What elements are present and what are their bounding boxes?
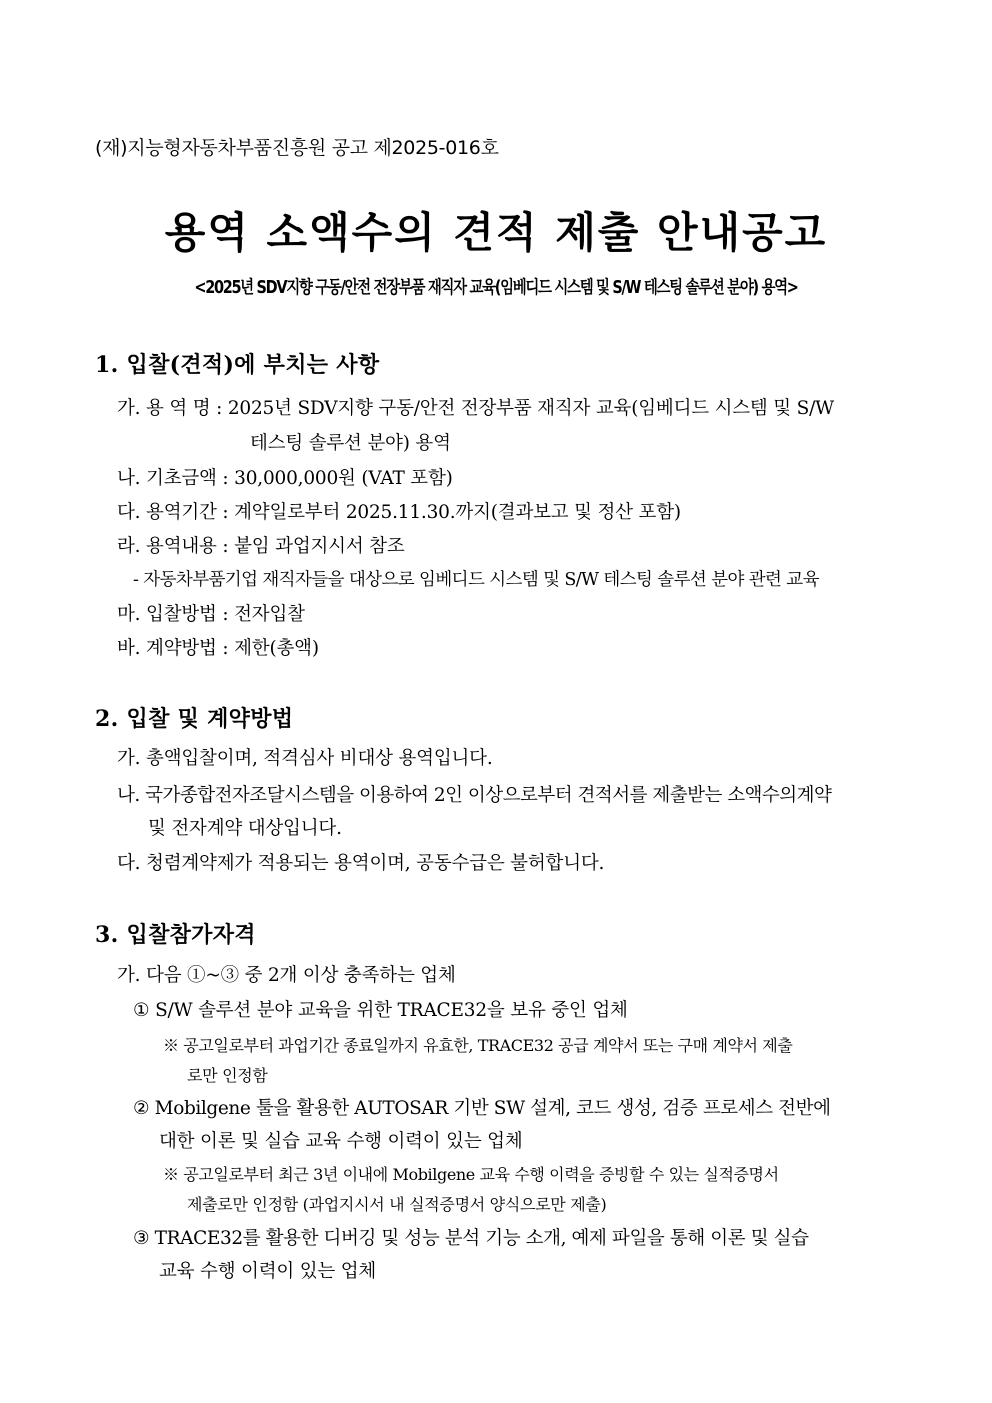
criterion-3: ③ TRACE32를 활용한 디버깅 및 성능 분석 기능 소개, 예제 파일을 통해 이론 및 실습 [133,1228,809,1249]
list-item [117,464,453,490]
list-item [117,532,405,558]
criterion-1-note-cont: 로만 인정함 [187,1066,268,1085]
item-label: 바. 계약방법 : [117,638,235,659]
notice-number: (재)지능형자동차부품진흥원 공고 제2025-016호 [95,137,499,159]
item-value: 붙임 과업지시서 참조 [234,536,405,557]
criterion-2-note-cont: 제출로만 인정함 (과업지시서 내 실적증명서 양식으로만 제출) [187,1195,607,1214]
criterion-2-cont: 대한 이론 및 실습 교육 수행 이력이 있는 업체 [159,1131,523,1152]
list-item [117,600,305,626]
item-label: 나. 기초금액 : [117,468,235,489]
list-item [117,394,834,420]
list-item: 가. 다음 ①~③ 중 2개 이상 충족하는 업체 [117,965,456,986]
page-subtitle: <2025년 SDV지향 구동/안전 전장부품 재직자 교육(임베디드 시스템 및 S/W 테스팅 솔루션 분야) 용역> [194,278,798,298]
page-title: 용역 소액수의 견적 제출 안내공고 [164,208,828,257]
item-label: 마. 입찰방법 : [117,604,235,625]
criterion-2: ② Mobilgene 툴을 활용한 AUTOSAR 기반 SW 설계, 코드 생성, 검증 프로세스 전반에 [133,1098,831,1119]
section-3-heading: 3. 입찰참가자격 [95,922,256,948]
item-value: 계약일로부터 2025.11.30.까지(결과보고 및 정산 포함) [234,502,681,523]
criterion-1-note: ※ 공고일로부터 과업기간 종료일까지 유효한, TRACE32 공급 계약서 또는 구매 계약서 제출 [163,1036,793,1055]
item-value: 제한(총액) [234,638,319,659]
list-item: 다. 청렴계약제가 적용되는 용역이며, 공동수급은 불허합니다. [117,853,605,874]
list-item-sub: - 자동차부품기업 재직자들을 대상으로 임베디드 시스템 및 S/W 테스팅 솔루션 분야 관련 교육 [133,570,819,590]
list-item [117,498,681,524]
section-2-heading: 2. 입찰 및 계약방법 [95,706,294,732]
criterion-1: ① S/W 솔루션 분야 교육을 위한 TRACE32을 보유 중인 업체 [133,1000,628,1021]
item-value: 2025년 SDV지향 구동/안전 전장부품 재직자 교육(임베디드 시스템 및 S/W [227,398,834,419]
item-value: 전자입찰 [234,604,305,625]
criterion-2-note: ※ 공고일로부터 최근 3년 이내에 Mobilgene 교육 수행 이력을 증빙할 수 있는 실적증명서 [163,1165,779,1184]
list-item: 나. 국가종합전자조달시스템을 이용하여 2인 이상으로부터 견적서를 제출받는 소액수의계약 [117,785,832,806]
section-1-heading: 1. 입찰(견적)에 부치는 사항 [95,352,380,378]
item-label: 다. 용역기간 : [117,502,235,523]
list-item: 가. 총액입찰이며, 적격심사 비대상 용역입니다. [117,748,493,769]
item-label: 가. 용 역 명 : [117,398,228,419]
item-label: 라. 용역내용 : [117,536,235,557]
list-item [117,634,319,660]
list-item-continuation: 테스팅 솔루션 분야) 용역 [250,433,451,454]
item-value: 30,000,000원 (VAT 포함) [234,468,453,489]
criterion-3-cont: 교육 수행 이력이 있는 업체 [159,1261,377,1282]
list-item-continuation: 및 전자계약 대상입니다. [148,818,342,839]
